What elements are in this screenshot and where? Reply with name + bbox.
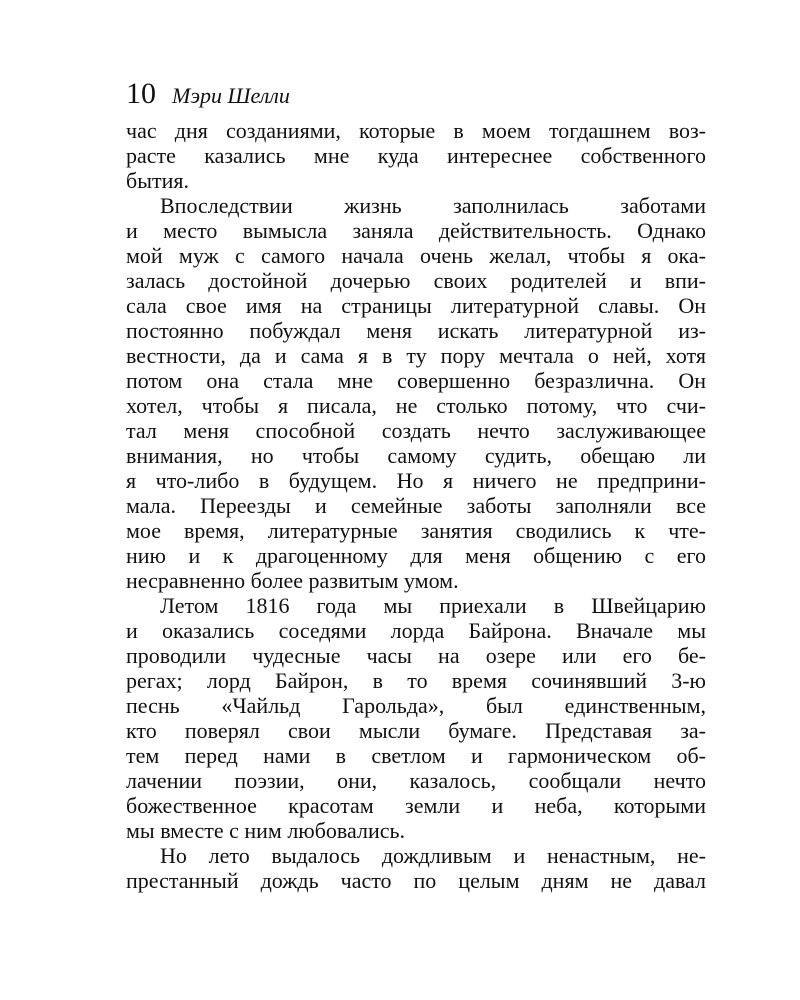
paragraph [126,193,706,593]
text-line: нию и к драгоценному для меня общению с его [126,543,706,568]
book-page [126,74,706,893]
text-line: несравненно более развитым умом. [126,568,459,593]
text-line: мы вместе с ним любовались. [126,818,406,843]
paragraph [126,593,706,843]
text-line: хотел, чтобы я писала, не столько потому, что счи- [126,393,706,418]
author-name: Мэри Шелли [172,83,290,108]
paragraph [126,843,706,893]
running-head [126,74,706,114]
text-line: я что-либо в будущем. Но я ничего не предприни- [126,468,706,493]
text-line: кто поверял свои мысли бумаге. Представая за- [126,718,706,743]
text-line: мой муж с самого начала очень желал, чтобы я ока- [126,243,706,268]
text-line: Впоследствии жизнь заполнилась заботами [160,193,706,218]
text-line: постоянно побуждал меня искать литературной из- [126,318,706,343]
text-line: регах; лорд Байрон, в то время сочинявший 3-ю [126,668,706,693]
text-line: лачении поэзии, они, казалось, сообщали нечто [126,768,706,793]
text-line: божественное красотам земли и неба, которыми [126,793,706,818]
text-line: бытия. [126,168,189,193]
text-line: тал меня способной создать нечто заслуживающее [126,418,706,443]
text-line: престанный дождь часто по целым дням не давал [126,868,706,893]
text-line: мое время, литературные занятия сводились к чте- [126,518,706,543]
text-line: и место вымысла заняла действительность. Однако [126,218,706,243]
text-line: расте казались мне куда интереснее собственного [126,143,706,168]
text-line: мала. Переезды и семейные заботы заполняли все [126,493,706,518]
text-line: вестности, да и сама я в ту пору мечтала о ней, хотя [126,343,706,368]
text-line: песнь «Чайльд Гарольда», был единственным, [126,693,706,718]
text-line: час дня созданиями, которые в моем тогдашнем воз- [126,118,706,143]
text-line: залась достойной дочерью своих родителей и впи- [126,268,706,293]
text-line: Но лето выдалось дождливым и ненастным, не- [160,843,706,868]
text-line: потом она стала мне совершенно безразлична. Он [126,368,706,393]
body-text [126,118,706,893]
text-line: и оказались соседями лорда Байрона. Вначале мы [126,618,706,643]
text-line: Летом 1816 года мы приехали в Швейцарию [160,593,706,618]
text-line: проводили чудесные часы на озере или его бе- [126,643,706,668]
page-number: 10 [126,77,156,110]
text-line: тем перед нами в светлом и гармоническом об- [126,743,706,768]
paragraph [126,118,706,193]
text-line: внимания, но чтобы самому судить, обещаю ли [126,443,706,468]
text-line: сала свое имя на страницы литературной славы. Он [126,293,706,318]
